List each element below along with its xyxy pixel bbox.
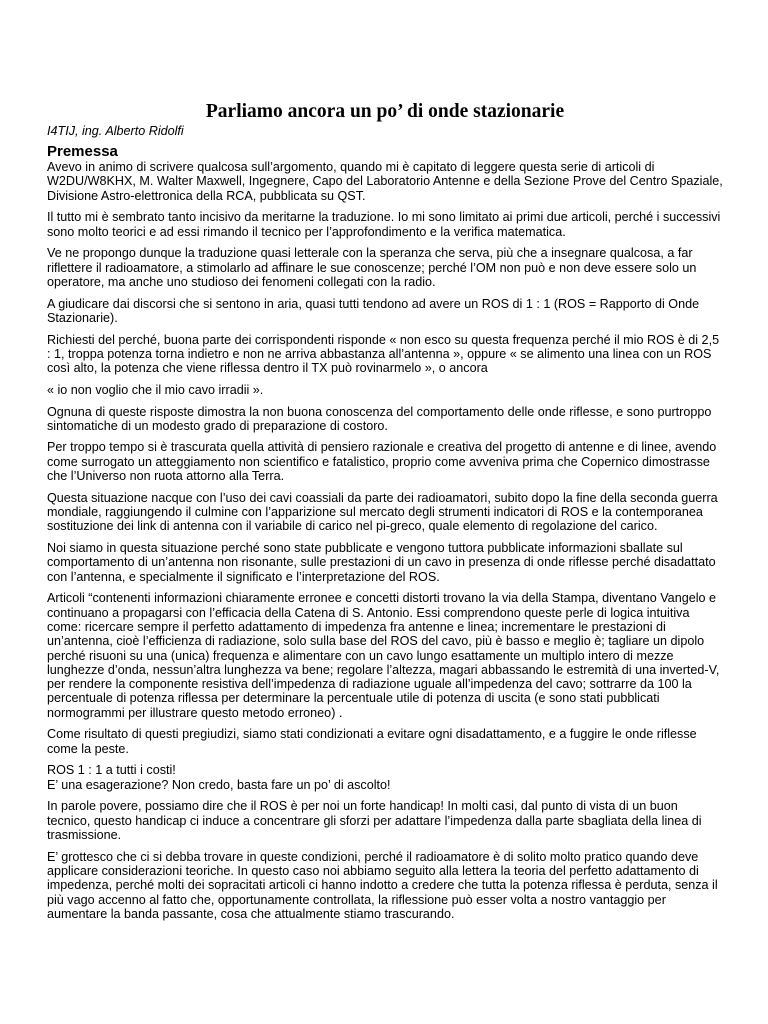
paragraph-16: E’ grottesco che ci si debba trovare in queste condizioni, perché il radioamatore è di solito molto pratico quando deve applicare considerazioni teoriche. In questo caso noi abbiamo seguito alla lettera la teoria del perfetto adattamento di impedenza, perché molti dei sopracitati articoli ci hanno indotto a credere che tutta la potenza riflessa è perduta, senza il più vago accenno al fatto che, opportunamente controllata, la riflessione può esser volta a nostro vantaggio per aumentare la banda passante, cosa che attualmente stiamo trascurando. (47, 849, 718, 921)
section-heading: Premessa (47, 143, 118, 160)
paragraph-9: Questa situazione nacque con l’uso dei cavi coassiali da parte dei radioamatori, subito dopo la fine della seconda guerra mondiale, raggiungendo il culmine con l’apparizione sul mercato degli strumenti indicatori di ROS e la contemporanea sostituzione dei link di antenna con il variabile di carico nel pi-greco, quale elemento di regolazione del carico. (47, 490, 718, 534)
paragraph-1: Avevo in animo di scrivere qualcosa sull’argomento, quando mi è capitato di leggere questa serie di articoli di W2DU/W8KHX, M. Walter Maxwell, Ingegnere, Capo del Laboratorio Antenne e della Sezione Prove del Centro Spaziale, Divisione Astro-elettronica della RCA, pubblicata su QST. (47, 160, 723, 203)
paragraph-6: « io non voglio che il mio cavo irradii ». (47, 382, 264, 397)
document-page (47, 100, 723, 929)
paragraph-5: Richiesti del perché, buona parte dei corrispondenti risponde « non esco su questa frequenza perché il mio ROS è di 2,5 : 1, troppa potenza torna indietro e non ne arriva abbastanza all’antenna », oppure « se alimento una linea con un ROS così alto, la potenza che viene riflessa dentro il TX può rovinarmelo », o ancora (47, 332, 720, 376)
paragraph-2: Il tutto mi è sembrato tanto incisivo da meritarne la traduzione. Io mi sono limitato ai primi due articoli, perché i successivi sono molto teorici e ad essi rimando il tecnico per l’approfondimento e la verifica matematica. (47, 210, 721, 239)
paragraph-10: Noi siamo in questa situazione perché sono state pubblicate e vengono tuttora pubblicate informazioni sballate sul comportamento di un’antenna non risonante, sulle prestazioni di un cavo in presenza di onde riflesse perché disadattato con l’antenna, e specialmente il significato e l’interpretazione del ROS. (47, 541, 716, 584)
paragraph-15: In parole povere, possiamo dire che il ROS è per noi un forte handicap! In molti casi, dal punto di vista di un buon tecnico, questo handicap ci induce a concentrare gli sforzi per adattare l’impedenza dalla parte sbagliata della linea di trasmissione. (47, 799, 702, 842)
paragraph-8: Per troppo tempo si è trascurata quella attività di pensiero razionale e creativa del progetto di antenne e di linee, avendo come surrogato un atteggiamento non scientifico e fatalistico, proprio come avveniva prima che Copernico dimostrasse che l’Universo non ruota attorno alla Terra. (47, 440, 717, 484)
document-title: Parliamo ancora un po’ di onde stazionarie (205, 101, 565, 122)
author-line: I4TIJ, ing. Alberto Ridolfi (47, 124, 184, 138)
paragraph-12: Come risultato di questi pregiudizi, siamo stati condizionati a evitare ogni disadattamento, e a fuggire le onde riflesse come la peste. (47, 727, 697, 756)
paragraph-7: Ognuna di queste risposte dimostra la non buona conoscenza del comportamento delle onde riflesse, e sono purtroppo sintomatiche di un modesto grado di preparazione di costoro. (47, 404, 712, 433)
paragraph-11: Articoli “contenenti informazioni chiaramente erronee e concetti distorti trovano la via della Stampa, diventano Vangelo e continuano a propagarsi con l’efficacia della Catena di S. Antonio. Essi comprendono queste perle di logica intuitiva come: ricercare sempre il perfetto adattamento di impedenza fra antenne e linea; incrementare le prestazioni di un’antenna, cioè l’efficienza di radiazione, solo sulla base del ROS del cavo, più è basso e meglio è; tagliare un dipolo perché risuoni su una (unica) frequenza e alimentare con un cavo lungo esattamente un multiplo intero di mezze lunghezze d’onda, nessun’altra lunghezza va bene; regolare l’altezza, magari abbassando le estremità di una inverted-V, per rendere la componente resistiva dell’impedenza di radiazione uguale all’impedenza del cavo; sottrarre da 100 la percentuale di potenza riflessa per determinare la percentuale utile di potenza di uscita (e sono stati pubblicati normogrammi per illustrare questo metodo erroneo) . (47, 591, 720, 720)
paragraph-13: ROS 1 : 1 a tutti i costi! (47, 763, 176, 778)
paragraph-3: Ve ne propongo dunque la traduzione quasi letterale con la speranza che serva, più che a insegnare qualcosa, a far riflettere il radioamatore, a stimolarlo ad affinare le sue conoscenze; perché l’OM non può e non deve essere solo un operatore, ma anche uno studioso dei fenomeni collegati con la radio. (47, 246, 697, 289)
paragraph-14: E’ una esagerazione? Non credo, basta fare un po’ di ascolto! (47, 777, 391, 792)
paragraph-4: A giudicare dai discorsi che si sentono in aria, quasi tutti tendono ad avere un ROS di 1 : 1 (ROS = Rapporto di Onde Stazionarie). (47, 296, 700, 325)
